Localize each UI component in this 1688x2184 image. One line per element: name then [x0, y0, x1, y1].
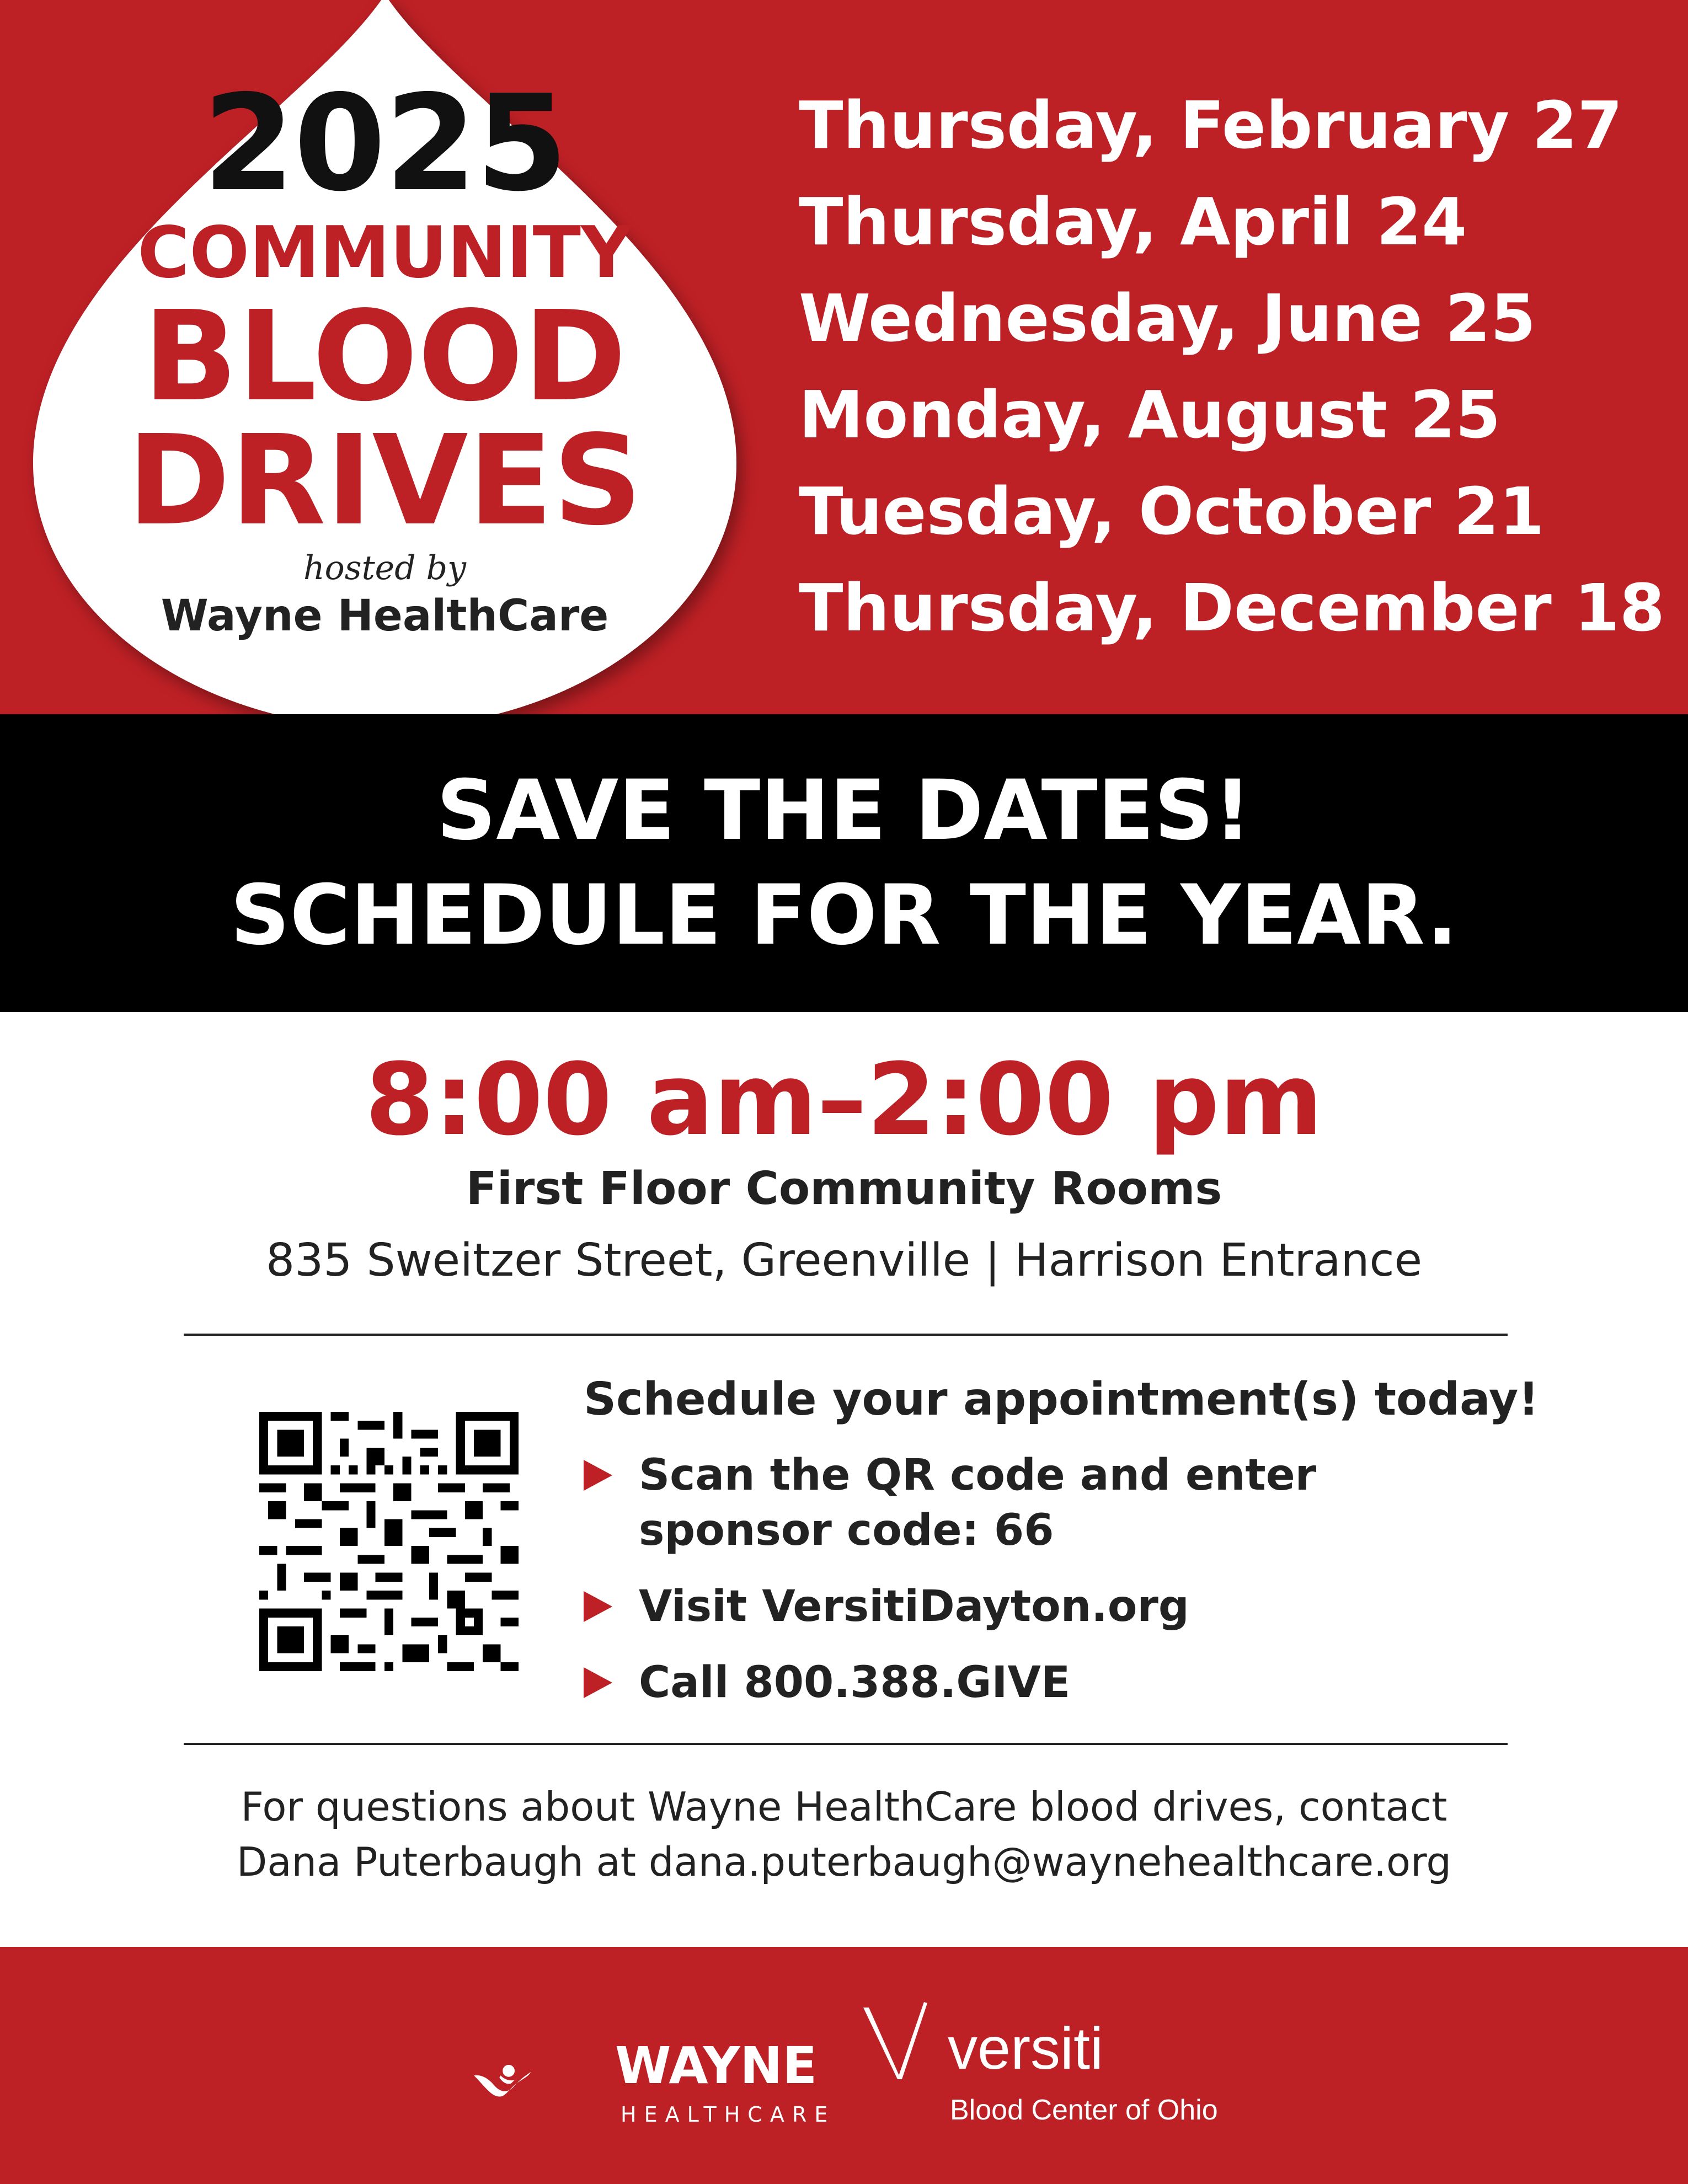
- triangle-bullet-icon: [584, 1460, 612, 1491]
- footer-band: [0, 1947, 1688, 2184]
- event-address: 835 Sweitzer Street, Greenville | Harrison Entrance: [265, 1234, 1423, 1287]
- list-item: [584, 1655, 1477, 1710]
- contact-email[interactable]: Dana Puterbaugh at dana.puterbaugh@waynehealthcare.org: [236, 1839, 1452, 1885]
- list-item: [584, 1579, 1477, 1634]
- triangle-bullet-icon: [584, 1667, 612, 1698]
- hosted-by-label: hosted by: [303, 549, 466, 587]
- phone-link[interactable]: Call 800.388.GIVE: [639, 1658, 1071, 1707]
- save-the-dates-banner: [0, 714, 1688, 1012]
- date-item: Monday, August 25: [799, 377, 1501, 453]
- banner-line-2: SCHEDULE FOR THE YEAR.: [230, 868, 1458, 963]
- schedule-heading: Schedule your appointment(s) today!: [584, 1373, 1539, 1426]
- date-item: Thursday, April 24: [799, 184, 1467, 260]
- date-item: Thursday, December 18: [799, 570, 1665, 646]
- triangle-bullet-icon: [584, 1591, 612, 1622]
- date-item: Wednesday, June 25: [799, 280, 1536, 356]
- scan-qr-instruction: Scan the QR code and enter sponsor code: 66: [639, 1450, 1317, 1555]
- host-name: Wayne HealthCare: [161, 591, 609, 641]
- contact-text: For questions about Wayne HealthCare blood drives, contact: [241, 1784, 1447, 1830]
- event-year: 2025: [202, 66, 567, 221]
- list-item: [584, 1448, 1477, 1558]
- divider: [184, 1334, 1508, 1336]
- versiti-logo-sub: Blood Center of Ohio: [950, 2094, 1218, 2126]
- date-list: [799, 77, 1665, 656]
- wayne-healthcare-logo-icon: [472, 2041, 615, 2129]
- divider: [184, 1743, 1508, 1745]
- qr-code-icon[interactable]: [259, 1412, 519, 1671]
- versiti-logo-name: versiti: [948, 2015, 1104, 2081]
- event-time: 8:00 am–2:00 pm: [365, 1042, 1323, 1158]
- date-item: Tuesday, October 21: [799, 473, 1545, 549]
- banner-line-1: SAVE THE DATES!: [436, 763, 1252, 859]
- wayne-logo-sub: HEALTHCARE: [621, 2102, 836, 2127]
- versiti-logo-icon: [858, 1991, 941, 2085]
- event-location: First Floor Community Rooms: [466, 1163, 1222, 1215]
- title-community: COMMUNITY: [137, 212, 632, 294]
- title-drives: DRIVES: [127, 409, 643, 553]
- title-blood: BLOOD: [143, 285, 627, 429]
- wayne-logo-name: WAYNE: [615, 2036, 818, 2095]
- date-item: Thursday, February 27: [799, 87, 1623, 163]
- website-link[interactable]: Visit VersitiDayton.org: [639, 1582, 1189, 1631]
- schedule-options: [584, 1448, 1477, 1710]
